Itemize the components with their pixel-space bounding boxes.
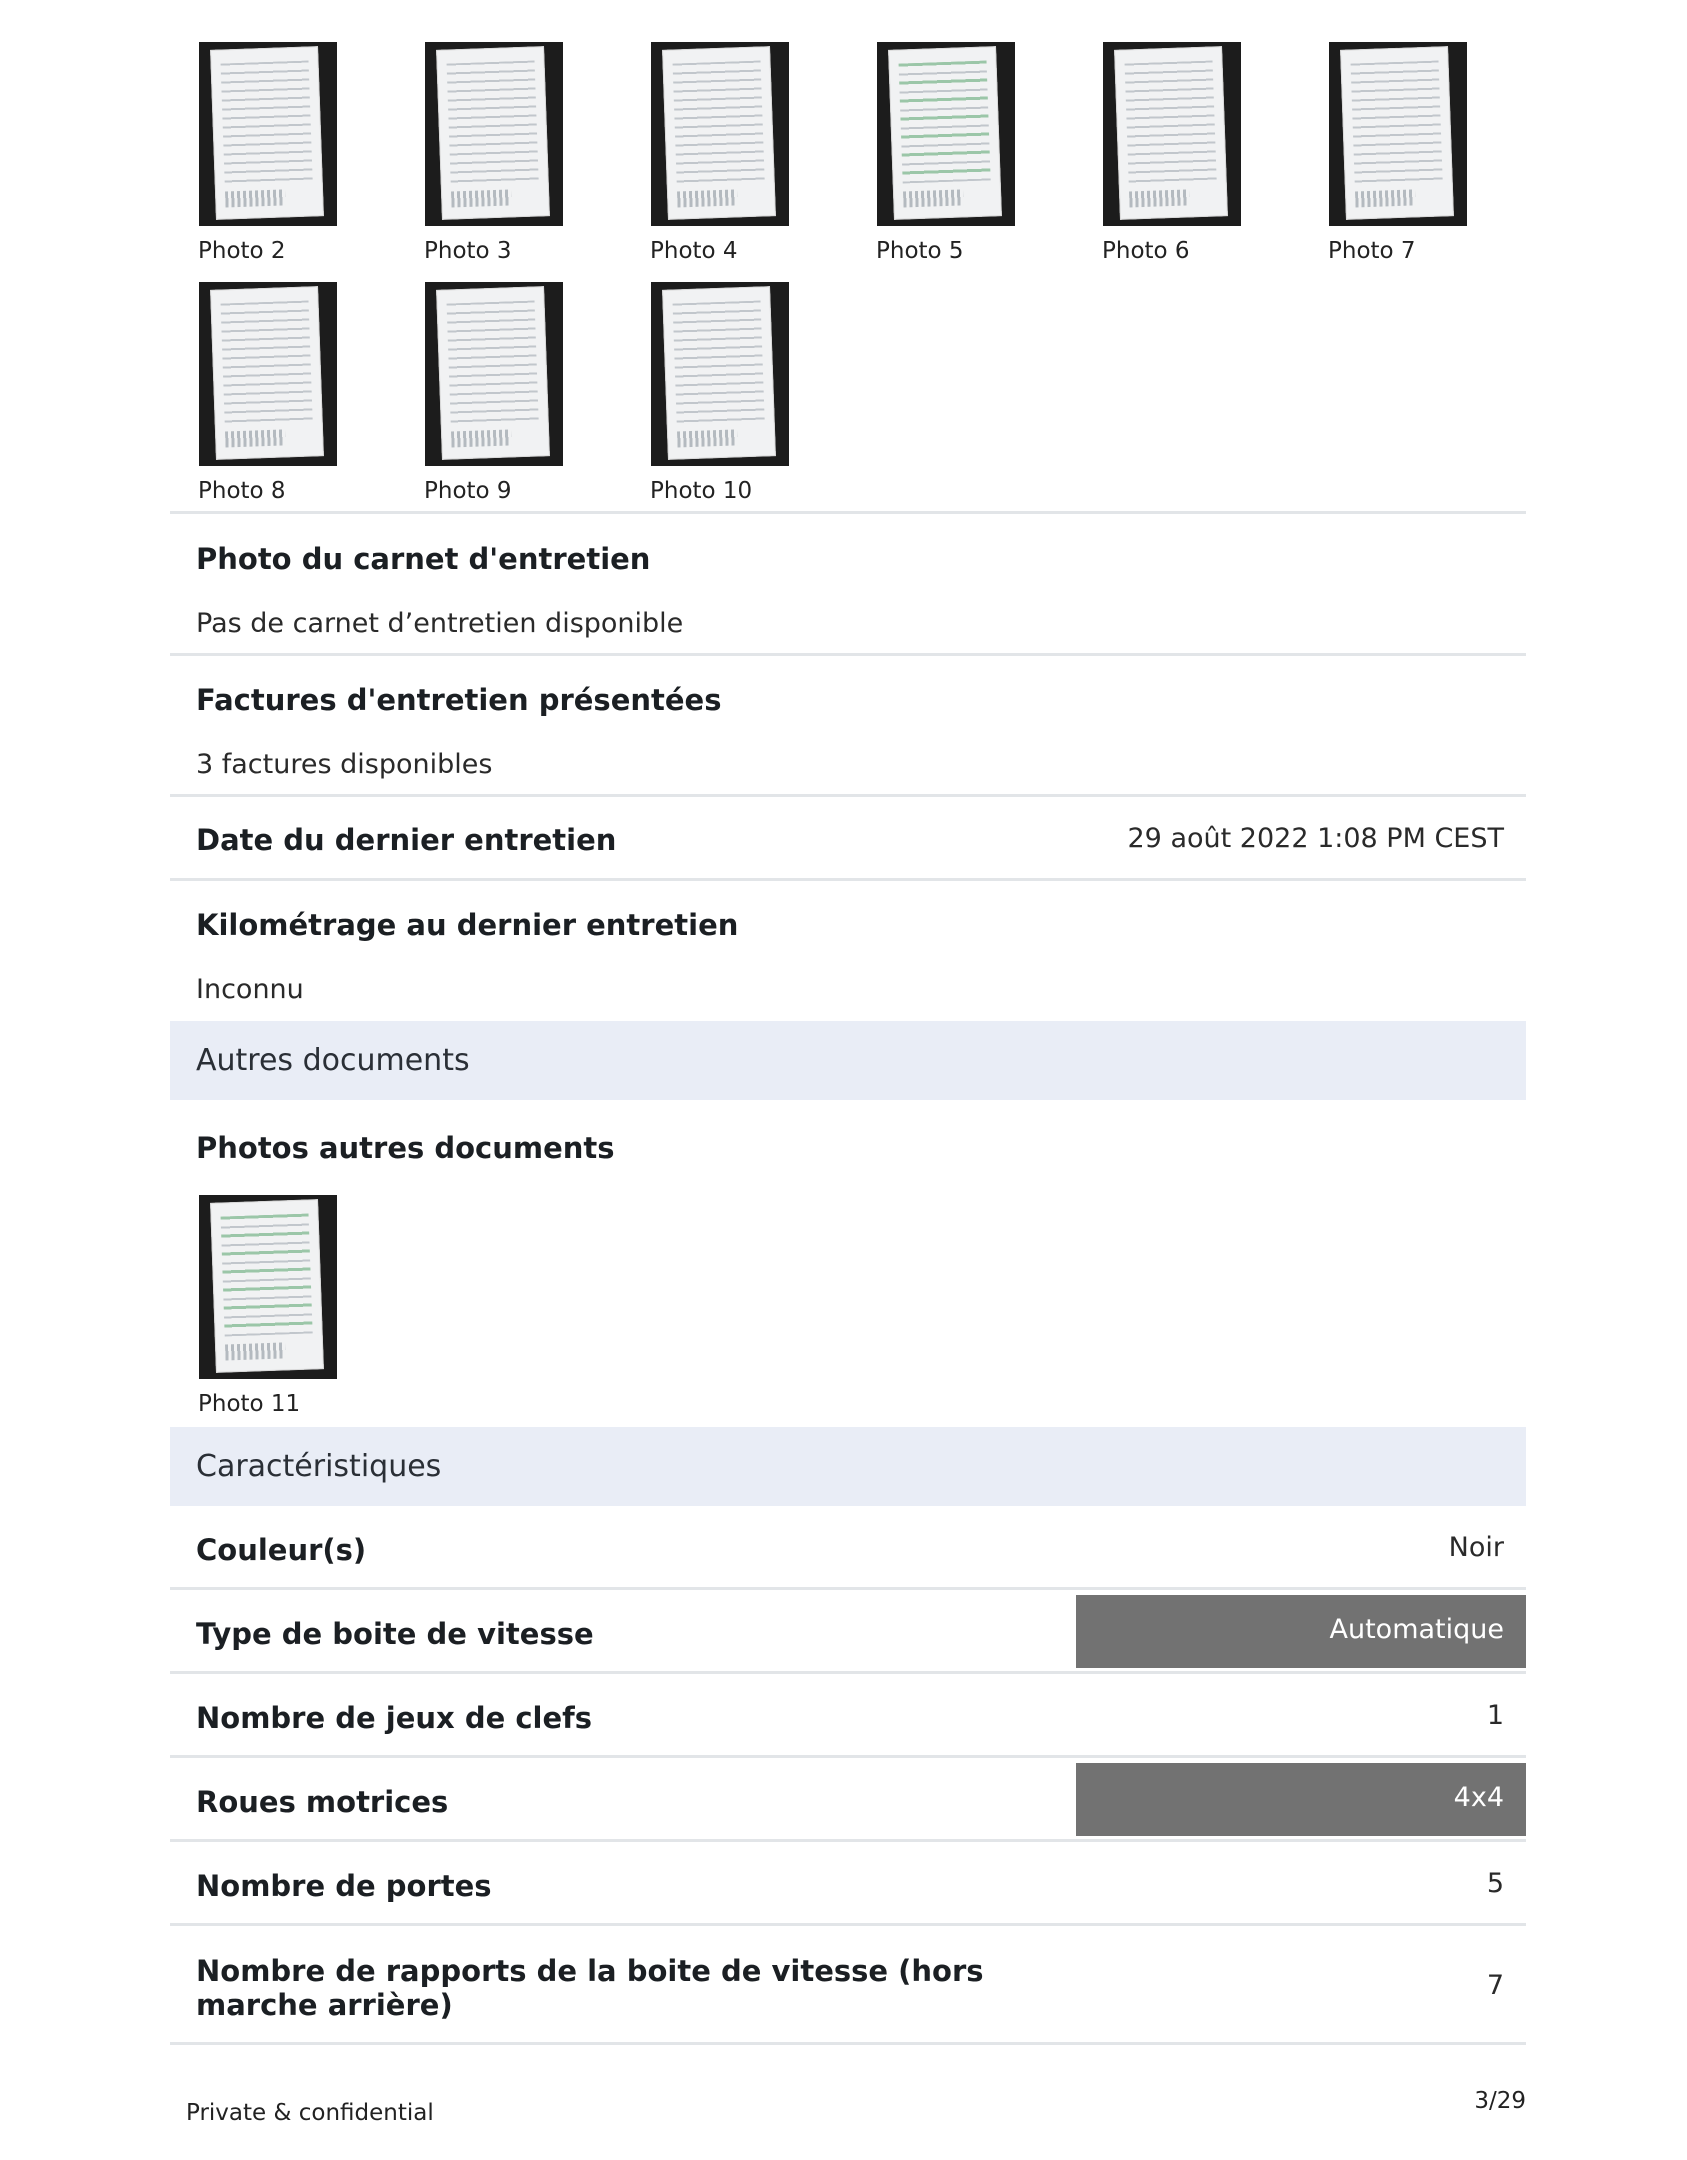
spec-row-clefs xyxy=(170,1674,1526,1758)
carnet-title: Photo du carnet d'entretien xyxy=(196,542,651,576)
spec-row-roues xyxy=(170,1758,1526,1842)
spec-label: Roues motrices xyxy=(196,1785,449,1819)
dernier-entretien-title: Date du dernier entretien xyxy=(196,823,617,857)
photo-caption: Photo 2 xyxy=(198,238,286,264)
kilometrage-value: Inconnu xyxy=(196,974,304,1005)
spec-value: 5 xyxy=(1486,1868,1504,1899)
spec-value: Noir xyxy=(1448,1532,1504,1563)
photo-caption: Photo 6 xyxy=(1102,238,1190,264)
photo-caption: Photo 7 xyxy=(1328,238,1416,264)
spec-label: Nombre de portes xyxy=(196,1869,492,1903)
photo-caption: Photo 8 xyxy=(198,478,286,504)
photo-image[interactable] xyxy=(651,282,789,466)
photo-image[interactable] xyxy=(199,1195,337,1379)
carnet-row xyxy=(170,514,1526,656)
spec-value: 1 xyxy=(1486,1700,1504,1731)
section-title: Caractéristiques xyxy=(196,1449,442,1484)
spec-row-rapports xyxy=(170,1926,1526,2045)
photo-image[interactable] xyxy=(425,42,563,226)
photo-caption: Photo 10 xyxy=(650,478,753,504)
section-header-autres-documents xyxy=(170,1021,1526,1100)
section-title: Autres documents xyxy=(196,1043,470,1078)
factures-value: 3 factures disponibles xyxy=(196,749,493,780)
carnet-value: Pas de carnet d’entretien disponible xyxy=(196,608,684,639)
spec-label: Nombre de jeux de clefs xyxy=(196,1701,593,1735)
photo-caption: Photo 3 xyxy=(424,238,512,264)
kilometrage-title: Kilométrage au dernier entretien xyxy=(196,908,739,942)
dernier-entretien-row xyxy=(170,797,1526,881)
photo-image[interactable] xyxy=(199,42,337,226)
photo-caption: Photo 9 xyxy=(424,478,512,504)
photo-image[interactable] xyxy=(877,42,1015,226)
photo-image[interactable] xyxy=(1329,42,1467,226)
photo-image[interactable] xyxy=(1103,42,1241,226)
photos-autres-documents-title: Photos autres documents xyxy=(196,1131,615,1165)
page-number: 3/29 xyxy=(1474,2088,1526,2114)
dernier-entretien-value: 29 août 2022 1:08 PM CEST xyxy=(1127,823,1504,854)
spec-label: Type de boite de vitesse xyxy=(196,1617,594,1651)
spec-value: 4x4 xyxy=(1453,1782,1504,1813)
spec-row-boite xyxy=(170,1590,1526,1674)
factures-row xyxy=(170,656,1526,797)
spec-value: Automatique xyxy=(1329,1614,1504,1645)
spec-value-chip xyxy=(1076,1595,1526,1668)
photo-image[interactable] xyxy=(651,42,789,226)
footer-confidential: Private & confidential xyxy=(186,2100,434,2126)
factures-title: Factures d'entretien présentées xyxy=(196,683,722,717)
photo-caption: Photo 5 xyxy=(876,238,964,264)
spec-value-chip xyxy=(1076,1763,1526,1836)
photo-image[interactable] xyxy=(199,282,337,466)
spec-value: 7 xyxy=(1486,1970,1504,2001)
section-header-caracteristiques xyxy=(170,1427,1526,1506)
photo-image[interactable] xyxy=(425,282,563,466)
photo-caption: Photo 11 xyxy=(198,1391,301,1417)
spec-label: Nombre de rapports de la boite de vitesse (hors marche arrière) xyxy=(196,1954,984,2022)
spec-label: Couleur(s) xyxy=(196,1533,367,1567)
spec-row-couleur xyxy=(170,1506,1526,1590)
spec-row-portes xyxy=(170,1842,1526,1926)
photo-caption: Photo 4 xyxy=(650,238,738,264)
kilometrage-row xyxy=(170,881,1526,1021)
